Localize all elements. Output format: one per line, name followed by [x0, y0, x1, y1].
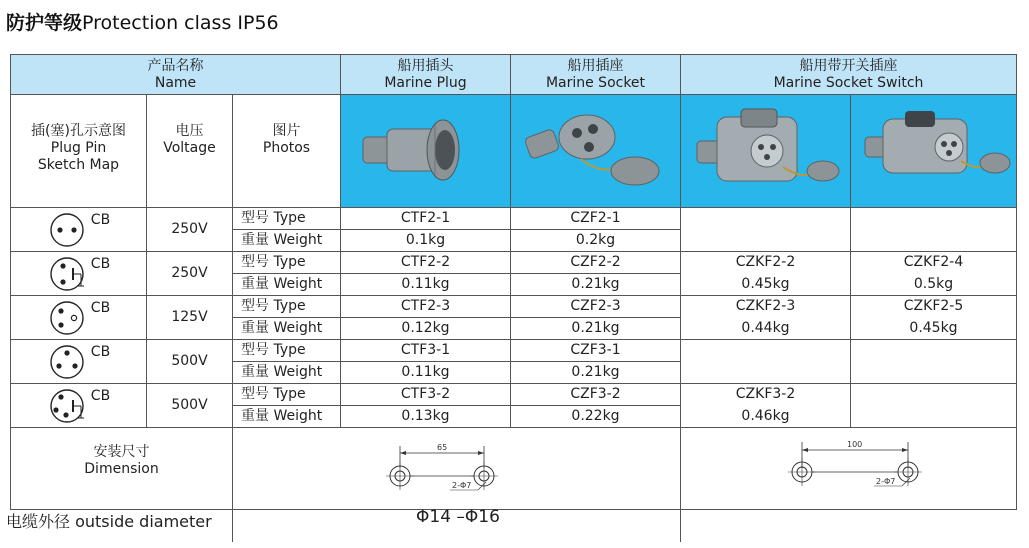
title-zh: 防护等级: [6, 12, 83, 34]
voltage-cell: 250V: [147, 208, 233, 252]
dim-distance-right: 100: [846, 440, 862, 449]
plug-type: CTF2-2: [341, 252, 511, 274]
table-row: [11, 252, 1017, 274]
switch-empty-cell: [681, 340, 851, 384]
plug-weight: 0.12kg: [341, 318, 511, 340]
plug-type: CTF2-1: [341, 208, 511, 230]
socket-switch-image-2: [851, 95, 1016, 207]
switch2-weight: 0.45kg: [851, 318, 1017, 340]
three-pin-earth-icon: [47, 388, 87, 424]
socket-weight: 0.21kg: [511, 362, 681, 384]
spec-table: [10, 54, 1017, 542]
type-label: 型号 Type: [233, 208, 341, 230]
title-en: Protection class IP56: [82, 12, 279, 34]
three-pin-alt-icon: [47, 344, 87, 380]
weight-label: 重量 Weight: [233, 406, 341, 428]
dim-distance-left: 65: [436, 443, 447, 452]
switch-empty-cell: [681, 208, 851, 252]
switch1-type: CZKF2-2: [681, 252, 851, 274]
table-row: [11, 384, 1017, 406]
switch2-type: CZKF2-5: [851, 296, 1017, 318]
switch1-weight: 0.45kg: [681, 274, 851, 296]
photo-socket-switch-2: [851, 95, 1017, 208]
socket-type: CZF2-2: [511, 252, 681, 274]
pin-sketch-1: [11, 208, 147, 252]
socket-weight: 0.21kg: [511, 318, 681, 340]
header-switch: 船用带开关插座 Marine Socket Switch: [681, 55, 1017, 95]
dimension-label: 安装尺寸 Dimension: [11, 428, 233, 510]
plug-type: CTF3-1: [341, 340, 511, 362]
socket-type: CZF2-3: [511, 296, 681, 318]
dimension-drawing-left: [233, 428, 681, 510]
table-row: [11, 296, 1017, 318]
header-row: [11, 55, 1017, 95]
three-pin-icon: [47, 300, 87, 336]
plug-weight: 0.1kg: [341, 230, 511, 252]
weight-label: 重量 Weight: [233, 230, 341, 252]
photo-socket-switch-1: [681, 95, 851, 208]
switch1-weight: 0.44kg: [681, 318, 851, 340]
header-photos: 图片 Photos: [233, 95, 341, 208]
header-socket: 船用插座 Marine Socket: [511, 55, 681, 95]
switch1-type: CZKF3-2: [681, 384, 851, 406]
marine-socket-image: [511, 95, 680, 207]
weight-label: 重量 Weight: [233, 362, 341, 384]
table-row: [11, 340, 1017, 362]
table-row: [11, 208, 1017, 230]
socket-switch-image-1: [681, 95, 850, 207]
switch1-type: CZKF2-3: [681, 296, 851, 318]
weight-label: 重量 Weight: [233, 318, 341, 340]
switch2-weight: 0.5kg: [851, 274, 1017, 296]
two-pin-earth-icon: [47, 256, 87, 292]
switch1-weight: 0.46kg: [681, 406, 851, 428]
socket-weight: 0.22kg: [511, 406, 681, 428]
pin-sketch-2: [11, 252, 147, 296]
header-voltage: 电压 Voltage: [147, 95, 233, 208]
plug-type: CTF3-2: [341, 384, 511, 406]
voltage-cell: 250V: [147, 252, 233, 296]
dimension-row: [11, 428, 1017, 510]
cb-label: CB: [90, 211, 111, 228]
plug-weight: 0.13kg: [341, 406, 511, 428]
pin-sketch-4: [11, 340, 147, 384]
header-plug: 船用插头 Marine Plug: [341, 55, 511, 95]
socket-type: CZF3-2: [511, 384, 681, 406]
switch-empty-cell: [851, 384, 1017, 428]
photo-row: [11, 95, 1017, 208]
type-label: 型号 Type: [233, 340, 341, 362]
voltage-cell: 500V: [147, 340, 233, 384]
cable-empty-cell: [681, 510, 1017, 542]
pin-sketch-5: [11, 384, 147, 428]
switch-empty-cell: [851, 340, 1017, 384]
dimension-drawing-right: [681, 428, 1017, 510]
plug-weight: 0.11kg: [341, 274, 511, 296]
header-pin-map: 插(塞)孔示意图 Plug Pin Sketch Map: [11, 95, 147, 208]
plug-weight: 0.11kg: [341, 362, 511, 384]
voltage-cell: 500V: [147, 384, 233, 428]
cb-label: CB: [90, 343, 111, 360]
socket-weight: 0.21kg: [511, 274, 681, 296]
socket-type: CZF2-1: [511, 208, 681, 230]
photo-marine-socket: [511, 95, 681, 208]
type-label: 型号 Type: [233, 252, 341, 274]
cb-label: CB: [90, 387, 111, 404]
pin-sketch-3: [11, 296, 147, 340]
dimension-drawing-65: [234, 428, 680, 504]
header-name: 产品名称 Name: [11, 55, 341, 95]
plug-type: CTF2-3: [341, 296, 511, 318]
switch-empty-cell: [851, 208, 1017, 252]
cable-diameter-value: Φ14 –Φ16: [416, 507, 500, 527]
cb-label: CB: [90, 255, 111, 272]
two-pin-icon: [47, 212, 87, 248]
photo-marine-plug: [341, 95, 511, 208]
socket-type: CZF3-1: [511, 340, 681, 362]
switch2-type: CZKF2-4: [851, 252, 1017, 274]
type-label: 型号 Type: [233, 384, 341, 406]
dimension-drawing-100: [682, 428, 1016, 504]
weight-label: 重量 Weight: [233, 274, 341, 296]
marine-plug-image: [341, 95, 510, 207]
dim-holes-left: 2-Φ7: [451, 481, 471, 490]
voltage-cell: 125V: [147, 296, 233, 340]
dim-holes-right: 2-Φ7: [875, 477, 895, 486]
socket-weight: 0.2kg: [511, 230, 681, 252]
type-label: 型号 Type: [233, 296, 341, 318]
cable-diameter-label: 电缆外径 outside diameter: [6, 512, 212, 531]
page-title: [6, 8, 279, 35]
cb-label: CB: [90, 299, 111, 316]
